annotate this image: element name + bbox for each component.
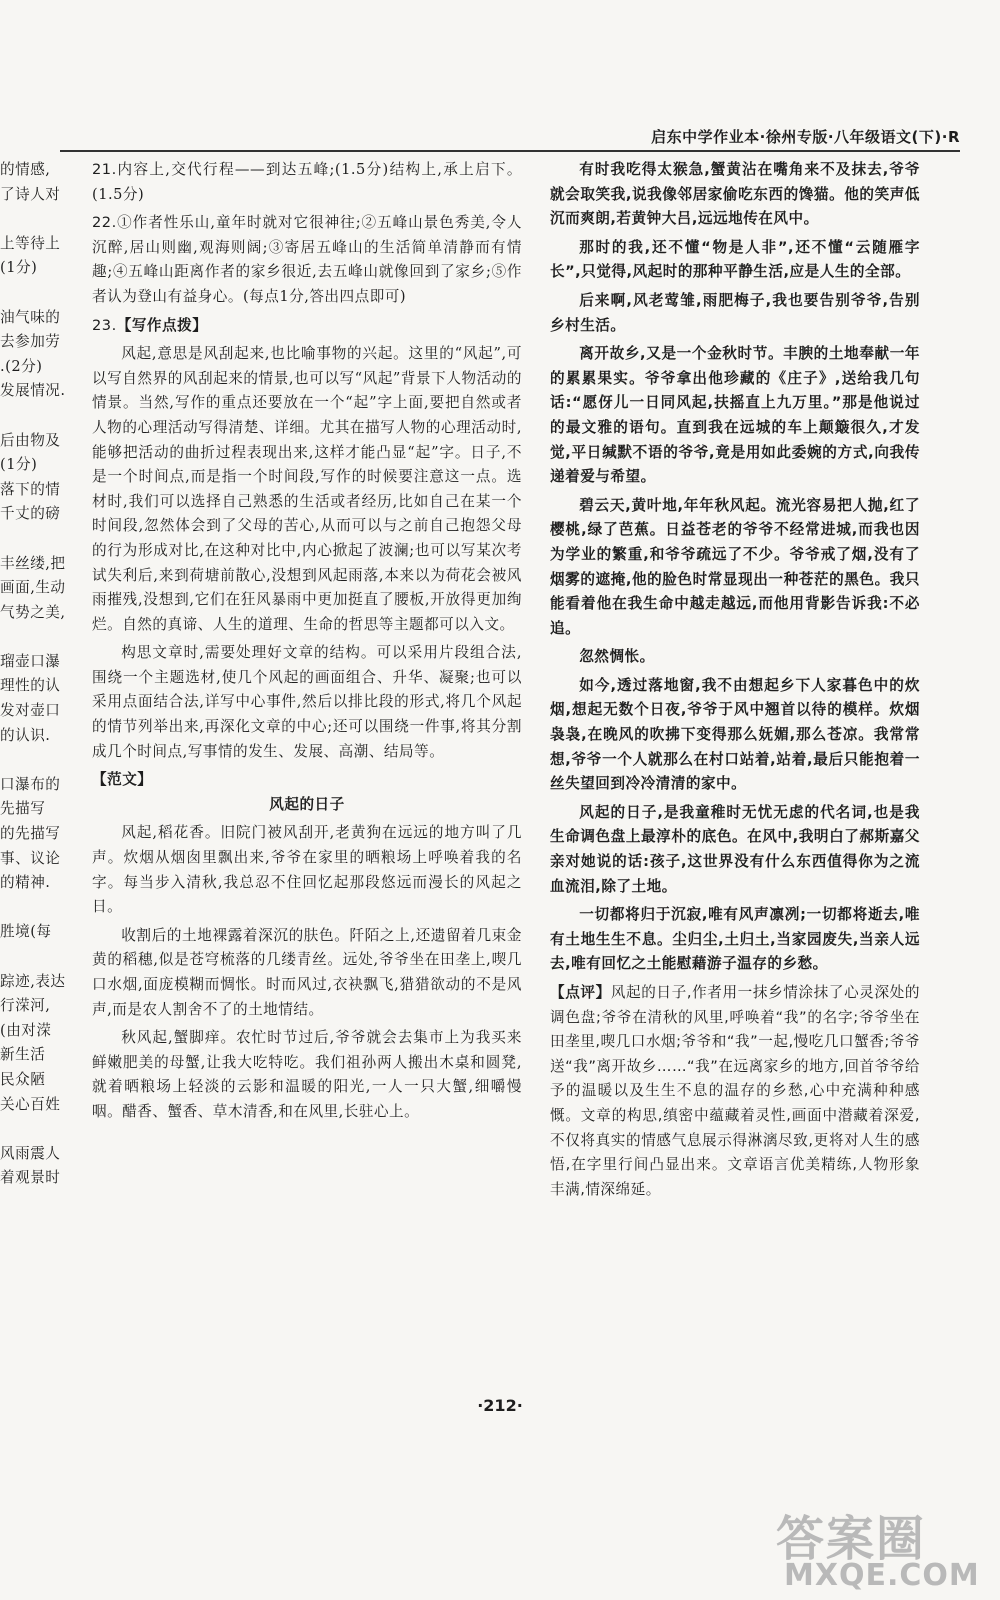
left-fragment-line: 后由物及	[0, 431, 61, 449]
left-fragment-line: 上等待上	[0, 234, 61, 252]
left-fragment-line: 的精神.	[0, 874, 51, 892]
left-fragment-line: 风雨震人	[0, 1144, 61, 1162]
commentary	[550, 981, 920, 1202]
essay-paragraph: 忽然惆怅。	[579, 648, 655, 666]
essay-paragraph: 如今,透过落地窗,我不由想起乡下人家暮色中的炊烟,想起无数个日夜,爷爷于风中翘首以待的模样。炊烟袅袅,在晚风的吹拂下变得那么妩媚,那么苍凉。我常常想,爷爷一个人就那么在村口站着,站着,最后只能抱着一丝失望回到冷冷清清的家中。	[550, 676, 920, 793]
left-fragment-line: 去参加劳	[0, 333, 61, 351]
left-fragment-line: 事、议论	[0, 849, 61, 867]
left-fragment-line: 口瀑布的	[0, 775, 61, 793]
left-fragment-line: 民众陋	[0, 1070, 46, 1088]
essay-paragraph: 收割后的土地裸露着深沉的肤色。阡陌之上,还遗留着几束金黄的稻穗,似是苍穹梳落的几缕青丝。远处,爷爷坐在田垄上,喫几口水烟,面庞模糊而惆怅。时而风过,衣袂飘飞,猎猎欲动的不是风声,而是农人割舍不了的土地情结。	[92, 926, 522, 1018]
left-fragment-line: 千丈的磅	[0, 505, 61, 523]
commentary-text: 风起的日子,作者用一抹乡情涂抹了心灵深处的调色盘;爷爷在清秋的风里,呼唤着“我”的名字;爷爷坐在田垄里,喫几口水烟;爷爷和“我”一起,慢吃几口蟹香;爷爷送“我”离开故乡……“我”在远离家乡的地方,回首爷爷给予的温暖以及生生不息的温存的乡愁,心中充满种种感慨。文章的构思,缜密中蕴藏着灵性,画面中潜藏着深爱,不仅将真实的情感气息展示得淋漓尽致,更将对人生的感悟,在字里行间凸显出来。文章语言优美精练,人物形象丰满,情深绵延。	[550, 984, 920, 1198]
header-rule	[60, 150, 960, 152]
left-column-fragment	[0, 158, 66, 1191]
left-fragment-line: 丰丝缕,把	[0, 554, 66, 572]
watermark-url: MXQE.COM	[784, 1558, 980, 1593]
answer-text: 内容上,交代行程——到达五峰;(1.5分)结构上,承上启下。(1.5分)	[92, 161, 522, 203]
left-fragment-line: 理性的认	[0, 677, 61, 695]
question-22	[92, 211, 522, 309]
essay-paragraph: 那时的我,还不懂“物是人非”,还不懂“云随雁字长”,只觉得,风起时的那种平静生活,应是人生的全部。	[550, 238, 920, 281]
left-fragment-line: 胜境(每	[0, 923, 52, 941]
commentary-tag: 【点评】	[550, 984, 611, 1001]
left-fragment-line: 油气味的	[0, 308, 61, 326]
question-number: 22.	[92, 214, 117, 232]
left-fragment-line	[0, 281, 66, 306]
left-fragment-line	[0, 896, 66, 921]
essay-title: 风起的日子	[269, 795, 345, 813]
left-fragment-line: 发对壶口	[0, 702, 61, 720]
left-fragment-line: (1分)	[0, 259, 38, 277]
essay-paragraph: 风起的日子,是我童稚时无忧无虑的代名词,也是我生命调色盘上最淳朴的底色。在风中,我明白了郝斯嘉父亲对她说的话:孩子,这世界没有什么东西值得你为之流血流泪,除了土地。	[550, 803, 920, 895]
question-number: 23.	[92, 316, 117, 334]
watermark-logo	[766, 1500, 986, 1595]
writing-tips-tag: 【写作点拨】	[116, 316, 208, 334]
essay-paragraph: 风起,稻花香。旧院门被风刮开,老黄狗在远远的地方叫了几声。炊烟从烟囱里飘出来,爷爷在家里的晒粮场上呼唤着我的名字。每当步入清秋,我总忍不住回忆起那段悠远而漫长的风起之日。	[92, 824, 522, 916]
left-fragment-line	[0, 748, 66, 773]
left-fragment-line: 关心百姓	[0, 1095, 61, 1113]
left-fragment-line: (1分)	[0, 456, 38, 474]
essay-paragraph: 离开故乡,又是一个金秋时节。丰腴的土地奉献一年的累累果实。爷爷拿出他珍藏的《庄子》,送给我几句话:“愿伢儿一日同风起,扶摇直上九万里。”那是他说过的最文雅的语句。直到我在远城的车上颠簸很久,才发觉,平日缄默不语的爷爷,竟是用如此委婉的方式,向我传递着爱与希望。	[550, 345, 920, 486]
left-fragment-line: 踪迹,表达	[0, 972, 66, 990]
left-fragment-line	[0, 1117, 66, 1142]
left-fragment-line: 落下的情	[0, 480, 61, 498]
left-fragment-line: 的情感,	[0, 161, 51, 178]
left-fragment-line: 的认识.	[0, 726, 51, 744]
left-fragment-line: .(2分)	[0, 357, 43, 375]
left-fragment-line: 气势之美,	[0, 603, 66, 621]
model-essay-tag: 【范文】	[92, 771, 153, 789]
left-fragment-line: 着观景时	[0, 1169, 61, 1187]
page-number: ·212·	[477, 1396, 523, 1415]
question-23	[92, 314, 522, 339]
running-header: 启东中学作业本·徐州专版·八年级语文(下)·R	[651, 128, 960, 146]
left-fragment-line: 瑠壶口瀑	[0, 652, 61, 670]
left-fragment-line: (由对溁	[0, 1021, 52, 1039]
left-fragment-line: 了诗人对	[0, 185, 61, 203]
essay-paragraph: 有时我吃得太猴急,蟹黄沾在嘴角来不及抹去,爷爷就会取笑我,说我像邻居家偷吃东西的馋猫。他的笑声低沉而爽朗,若黄钟大吕,远远地传在风中。	[550, 161, 920, 228]
middle-column	[92, 158, 522, 1129]
essay-paragraph: 秋风起,蟹脚痒。农忙时节过后,爷爷就会去集市上为我买来鲜嫩肥美的母蟹,让我大吃特吃。我们祖孙两人搬出木桌和圆凳,就着晒粮场上轻淡的云影和温暖的阳光,一人一只大蟹,细嚼慢咽。醋香、蟹香、草木清香,和在风里,长驻心上。	[92, 1029, 522, 1120]
left-fragment-line: 先描写	[0, 800, 46, 818]
left-fragment-line	[0, 945, 66, 970]
left-fragment-line: 画面,生动	[0, 579, 66, 597]
left-fragment-line	[0, 207, 66, 232]
left-fragment-line: 发展情况.	[0, 382, 66, 400]
left-fragment-line: 的先描写	[0, 825, 61, 843]
right-column	[550, 158, 920, 1202]
essay-paragraph: 碧云天,黄叶地,年年秋风起。流光容易把人抛,红了樱桃,绿了芭蕉。日益苍老的爷爷不经常进城,而我也因为学业的繁重,和爷爷疏远了不少。爷爷戒了烟,没有了烟雾的遮掩,他的脸色时常显现出一种苍茫的黑色。我只能看着他在我生命中越走越远,而他用背影告诉我:不必追。	[550, 496, 920, 637]
essay-paragraph: 一切都将归于沉寂,唯有风声凛冽;一切都将逝去,唯有土地生生不息。尘归尘,土归土,当家园废失,当亲人远去,唯有回忆之土能慰藉游子温存的乡愁。	[550, 906, 920, 973]
writing-tips-paragraph: 风起,意思是风刮起来,也比喻事物的兴起。这里的“风起”,可以写自然界的风刮起来的情景,也可以写“风起”背景下人物活动的情景。当然,写作的重点还要放在一个“起”字上面,要把自然或者人物的心理活动写得清楚、详细。尤其在描写人物的心理活动时,能够把活动的曲折过程表现出来,这样才能凸显“起”字。日子,不是一个时间点,而是指一个时间段,写作的时候要注意这一点。选材时,我们可以选择自己熟悉的生活或者经历,比如自己在某一个时间段,忽然体会到了父母的苦心,从而可以与之前自己抱怨父母的行为形成对比,在这种对比中,内心掀起了波澜;也可以写某次考试失利后,来到荷塘前散心,没想到风起雨落,本来以为荷花会被风雨摧残,没想到,它们在狂风暴雨中更加挺直了腰板,开放得更加绚烂。自然的真谛、人生的道理、生命的哲思等主题都可以入文。	[92, 345, 522, 633]
answer-text: ①作者性乐山,童年时就对它很神往;②五峰山景色秀美,令人沉醉,居山则幽,观海则阔;③寄居五峰山的生活简单清静而有情趣;④五峰山距离作者的家乡很近,去五峰山就像回到了家乡;⑤作者认为登山有益身心。(每点1分,答出四点即可)	[92, 214, 522, 305]
left-fragment-line	[0, 404, 66, 429]
left-fragment-line: 行溁河,	[0, 997, 51, 1015]
watermark-text: 答案圈	[776, 1511, 927, 1567]
essay-paragraph: 后来啊,风老莺雏,雨肥梅子,我也要告别爷爷,告别乡村生活。	[550, 291, 920, 334]
question-21	[92, 158, 522, 207]
writing-tips-paragraph: 构思文章时,需要处理好文章的结构。可以采用片段组合法,围绕一个主题选材,使几个风起的画面组合、升华、凝聚;也可以采用点面结合法,详写中心事件,然后以排比段的形式,将几个风起的情节列举出来,再深化文章的中心;还可以围绕一件事,将其分割成几个时间点,写事情的发生、发展、高潮、结局等。	[92, 644, 522, 760]
left-fragment-line: 新生活	[0, 1046, 46, 1064]
left-fragment-line	[0, 625, 66, 650]
question-number: 21.	[92, 161, 117, 178]
left-fragment-line	[0, 527, 66, 552]
